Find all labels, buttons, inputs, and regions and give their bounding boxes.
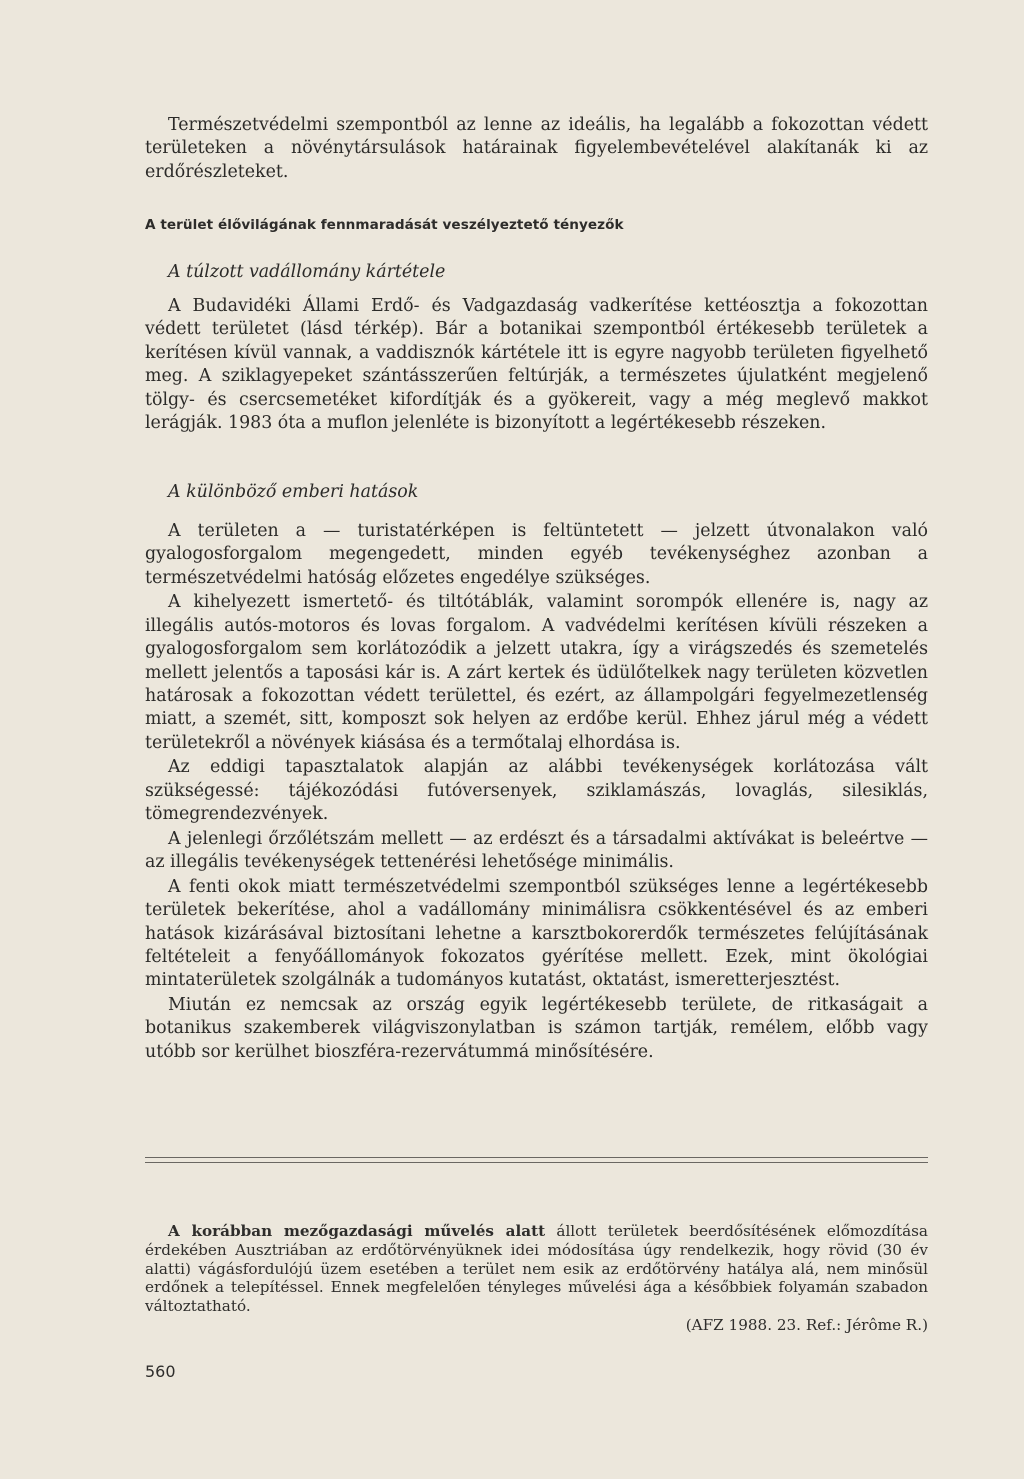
paragraph: A Budavidéki Állami Erdő- és Vadgazdaság vadkerítése kettéosztja a fokozottan védett területet (lásd térkép). Bár a botanikai szempontból értékesebb területek a kerítésen kívül vannak, a vaddisznók kártétele itt is egyre nagyobb területen figyelhető meg. A sziklagyepeket szántásszerűen feltúrják, a természetes újulatként megjelenő tölgy- és csercsemetéket kifordítják és a gyökereit, vagy a még meglevő makkot lerágják. 1983 óta a muflon jelenléte is bizonyított a legértékesebb részeken.: [145, 296, 928, 434]
paragraph: Miután ez nemcsak az ország egyik legértékesebb területe, de ritkaságait a botanikus szakemberek világviszonylatban is számon tartják, remélem, előbb vagy utóbb sor kerülhet bioszféra-rezervátummá minősítésére.: [145, 995, 928, 1062]
paragraph: Az eddigi tapasztalatok alapján az alábbi tevékenységek korlátozása vált szükségessé: tájékozódási futóversenyek, sziklamászás, lovaglás, silesiklás, tömegrendezvények.: [145, 757, 928, 825]
paragraph: A jelenlegi őrzőlétszám mellett — az erdészt és a társadalmi aktívákat is beleértve — az illegális tevékenységek tettenérési lehetősége minimális.: [145, 828, 928, 873]
footnote-body: állott területek beerdősítésének előmozdítása érdekében Ausztriában az erdőtörvényüknek idei módosítása úgy rendelkezik, hogy rövid (30 év alatti) vágásfordulójú üzem esetében a terület nem esik az erdőtörvény hatálya alá, nem minősül erdőnek a telepítéssel. Ennek megfelelően tényleges művelési ága a későbbiek folyamán szabadon változtatható.: [145, 1222, 928, 1316]
page-number: 560: [145, 1362, 176, 1381]
paragraph: A fenti okok miatt természetvédelmi szempontból szükséges lenne a legértékesebb területek bekerítése, ahol a vadállomány minimálisra csökkentésével és az emberi hatások kizárásával biztosítani lehetne a karsztbokorerdők természetes felújításának feltételeit a fenyőállományok fokozatos gyérítése mellett. Ezek, mint ökológiai mintaterületek szolgálnák a tudományos kutatást, oktatást, ismeretterjesztést.: [145, 876, 928, 991]
intro-paragraph: Természetvédelmi szempontból az lenne az ideális, ha legalább a fokozottan védett területeken a növénytársulások határainak figyelembevételével alakítanák ki az erdőrészleteket.: [145, 115, 928, 182]
subsection-human-body: [145, 520, 928, 1065]
footnote-lead: A korábban mezőgazdasági művelés alatt: [168, 1222, 546, 1240]
section-heading: A terület élővilágának fennmaradását veszélyeztető tényezők: [145, 217, 624, 233]
footnote-text: [145, 1222, 928, 1316]
footnote: [145, 1222, 928, 1335]
subsection-game-body: [145, 295, 928, 435]
subsection-title-game: A túlzott vadállomány kártétele: [168, 262, 446, 282]
paragraph: A kihelyezett ismertető- és tiltótáblák, valamint sorompók ellenére is, nagy az illegális autós-motoros és lovas forgalom. A vadvédelmi kerítésen kívüli részeken a gyalogosforgalom sem korlátozódik a jelzett utakra, így a virágszedés és szemetelés mellett jelentős a taposási kár is. A zárt kertek és üdülőtelkek nagy területen közvetlen határosak a fokozottan védett területtel, és ezért, az állampolgári fegyelmezetlenség miatt, a szemét, sitt, komposzt sok helyen az erdőbe kerül. Ehhez járul még a védett területekről a növények kiásása és a termőtalaj elhordása is.: [145, 592, 928, 753]
footnote-reference: (AFZ 1988. 23. Ref.: Jérôme R.): [685, 1315, 928, 1334]
separator-rule: [145, 1157, 928, 1163]
subsection-title-human: A különböző emberi hatások: [168, 482, 419, 502]
paragraph: A területen a — turistatérképen is feltüntetett — jelzett útvonalakon való gyalogosforgalom megengedett, minden egyéb tevékenységhez azonban a természetvédelmi hatóság előzetes engedélye szükséges.: [145, 521, 928, 588]
